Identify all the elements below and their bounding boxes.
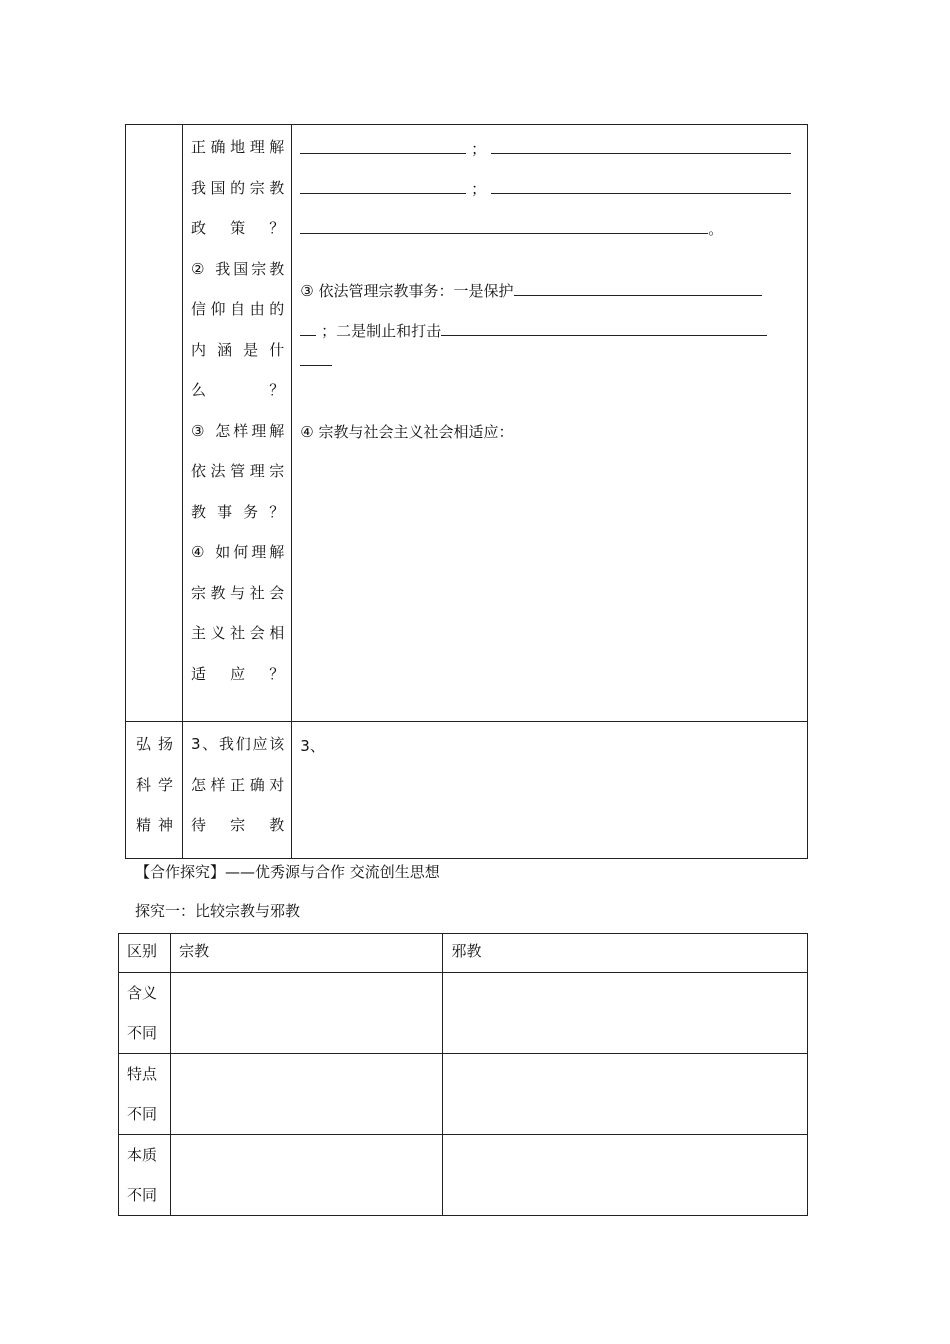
- text-line: 正确地理解: [190, 138, 286, 156]
- text-line: ③ 怎样理解: [190, 421, 286, 440]
- row-feature-label: 特点 不同: [119, 1054, 171, 1135]
- row1-label-cell: [126, 125, 183, 722]
- text-line: 怎样正确对: [190, 775, 286, 794]
- row-essence-cult[interactable]: [443, 1135, 808, 1216]
- semicolon: ；: [471, 180, 487, 198]
- explore-heading: 探究一：比较宗教与邪教: [135, 902, 301, 920]
- header-diff: 区别: [119, 934, 171, 973]
- text-line: 待宗教: [190, 816, 286, 834]
- row-meaning-religion[interactable]: [171, 973, 443, 1054]
- text-line: 适应？: [190, 664, 286, 683]
- row-meaning-cult[interactable]: [443, 973, 808, 1054]
- text-line: 教事务？: [190, 502, 286, 521]
- row2-answer-cell[interactable]: [292, 722, 808, 859]
- text-line: 内 涵 是 什: [190, 340, 286, 359]
- header-religion: 宗教: [171, 934, 443, 973]
- text-line: 政策？: [190, 219, 286, 237]
- row-meaning-label: 含义 不同: [119, 973, 171, 1054]
- text-line: 我国的宗教: [190, 178, 286, 197]
- text-line: ④ 如何理解: [190, 543, 286, 561]
- text-line: 信仰自由的: [190, 300, 286, 318]
- item3-prefix: ③ 依法管理宗教事务：一是保护: [300, 282, 514, 300]
- row-feature-religion[interactable]: [171, 1054, 443, 1135]
- row2-label-text: [126, 722, 182, 846]
- text-line: 宗教与社会: [190, 583, 286, 602]
- row1-answer-cell[interactable]: [292, 125, 808, 722]
- item4-text: ④ 宗教与社会主义社会相适应：: [300, 423, 514, 441]
- text-line: 主义社会相: [190, 624, 286, 642]
- compare-table: [118, 933, 808, 1216]
- text-line: 弘 扬: [136, 735, 174, 753]
- text-line: 么？: [190, 381, 286, 399]
- header-cult: 邪教: [443, 934, 808, 973]
- row1-question-cell: [182, 125, 291, 722]
- row-feature-cult[interactable]: [443, 1054, 808, 1135]
- row2-answer-text: 3、: [300, 737, 325, 755]
- row1-question-text: [183, 125, 291, 694]
- coop-heading: 【合作探究】——优秀源与合作 交流创生思想: [135, 863, 440, 881]
- text-line: 3、我们应该: [190, 735, 286, 753]
- item3-mid: ；二是制止和打击: [321, 322, 442, 340]
- period: 。: [708, 220, 724, 238]
- row2-question-cell: [182, 722, 291, 859]
- text-line: 依法管理宗: [190, 462, 286, 480]
- row-essence-religion[interactable]: [171, 1135, 443, 1216]
- policy-table: [125, 124, 808, 859]
- text-line: 精神: [136, 816, 174, 834]
- row2-label-cell: [126, 722, 183, 859]
- text-line: ② 我国宗教: [190, 259, 286, 278]
- semicolon: ；: [471, 140, 487, 158]
- text-line: 科 学: [136, 775, 174, 794]
- row-essence-label: 本质 不同: [119, 1135, 171, 1216]
- row2-question-text: [183, 722, 291, 846]
